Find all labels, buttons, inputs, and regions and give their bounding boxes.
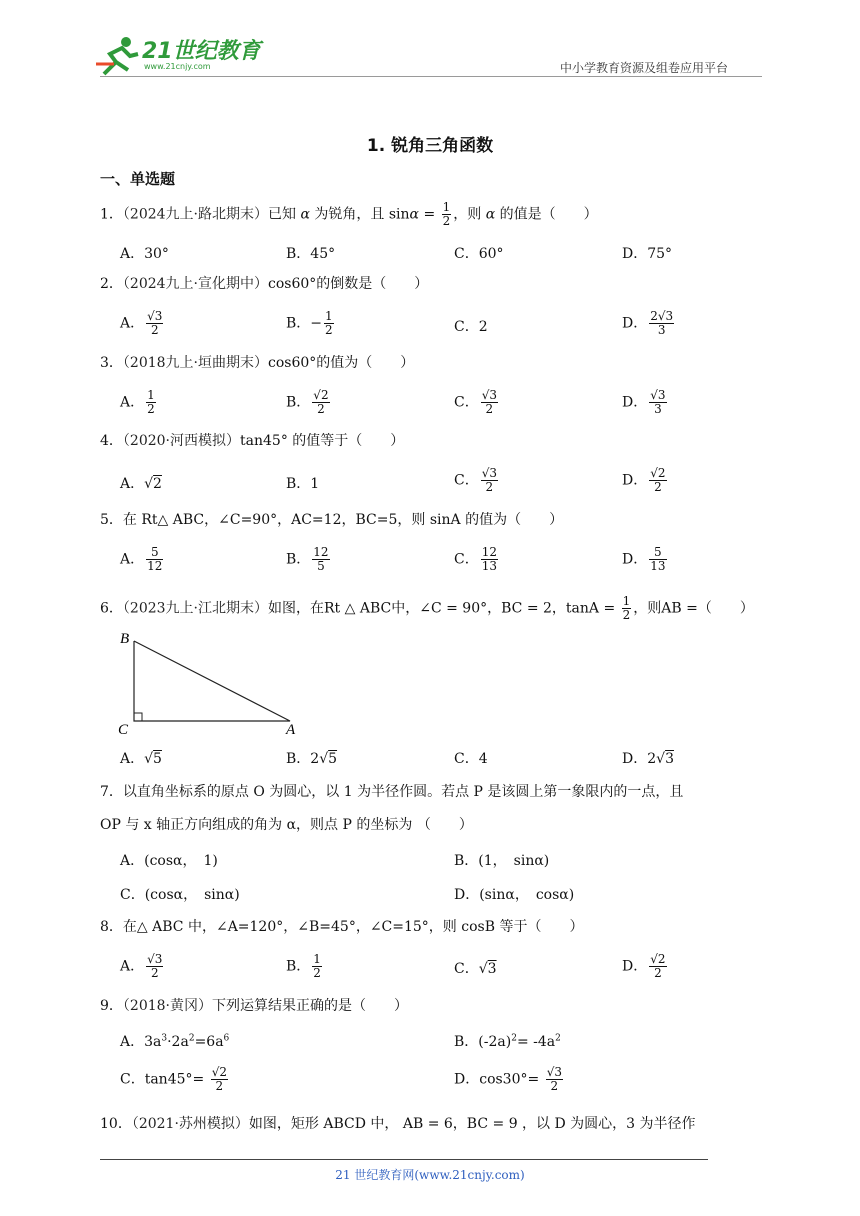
option-a[interactable] <box>120 953 165 980</box>
option-a[interactable] <box>120 1031 229 1051</box>
question-text: ，则AB =（ ） <box>633 600 754 617</box>
question-text: = <box>419 206 440 223</box>
option-label: D．2 <box>622 751 657 767</box>
footer-link[interactable]: 21 世纪教育网(www.21cnjy.com) <box>335 1168 525 1182</box>
option-c[interactable] <box>454 467 500 494</box>
denominator: 2 <box>485 480 494 494</box>
radicand: 2 <box>153 476 162 492</box>
question-source: （2024九上·宣化期中） <box>122 276 269 292</box>
option-b[interactable] <box>286 953 324 980</box>
fraction <box>312 953 322 980</box>
option-label: B．2 <box>286 751 320 767</box>
denominator: 2 <box>313 966 321 980</box>
vertex-b-label: B <box>120 631 130 647</box>
triangle-figure <box>112 625 312 740</box>
fraction <box>146 953 163 980</box>
question-number: 1． <box>100 206 123 223</box>
fraction <box>146 546 163 573</box>
option-d[interactable]: D．2√3 <box>622 751 674 767</box>
option-label: C．tan45°= <box>120 1071 209 1088</box>
fraction <box>312 546 329 573</box>
denominator: 2 <box>654 966 662 980</box>
fraction <box>481 467 498 494</box>
exponent: 3 <box>161 1033 168 1044</box>
option-d[interactable] <box>622 953 669 980</box>
fraction <box>649 546 666 573</box>
logo-url: www.21cnjy.com <box>144 62 211 71</box>
question-text: 为锐角，且 sin <box>309 206 410 223</box>
question-source: （2018·黄冈） <box>122 998 213 1014</box>
option-text: =6a <box>194 1034 224 1050</box>
option-text: = -4a <box>516 1034 556 1050</box>
option-label: A． <box>120 476 145 492</box>
question-2 <box>100 274 760 294</box>
option-label: B． <box>286 551 311 568</box>
numerator: 1 <box>325 309 333 323</box>
fraction <box>211 1066 228 1093</box>
question-7 <box>100 782 760 802</box>
question-number: 4． <box>100 433 123 449</box>
option-label: D． <box>622 958 648 975</box>
option-label: D． <box>622 394 648 411</box>
option-label: A． <box>120 315 145 332</box>
question-source: （2021·苏州模拟） <box>131 1116 249 1132</box>
fraction <box>442 201 452 228</box>
fraction <box>649 467 666 494</box>
question-text: 如图，在Rt △ ABC中，∠C = 90°，BC = 2，tanA = <box>268 600 620 617</box>
question-text: 已知 <box>268 206 301 223</box>
question-number: 10． <box>100 1116 132 1132</box>
option-label: A． <box>120 551 145 568</box>
option-label: D． <box>622 472 648 489</box>
numerator: 5 <box>649 546 666 560</box>
denominator: 2 <box>317 402 325 416</box>
option-b[interactable] <box>286 389 332 416</box>
page-title: 1. 锐角三角函数 <box>366 136 494 156</box>
numerator: √3 <box>546 1065 562 1079</box>
option-c[interactable]: C．2 <box>454 319 488 335</box>
question-9 <box>100 996 760 1016</box>
denominator: 5 <box>317 559 325 573</box>
fraction <box>546 1066 563 1093</box>
fraction <box>312 389 329 416</box>
denominator: 2 <box>150 966 159 980</box>
option-d[interactable]: D．75° <box>622 246 673 262</box>
option-d[interactable] <box>622 389 669 416</box>
question-text: 的值是（ ） <box>495 206 598 223</box>
numerator: √3 <box>147 952 163 966</box>
denominator: 3 <box>657 323 666 337</box>
fraction <box>649 953 666 980</box>
fraction <box>649 310 674 337</box>
option-text: A．3a <box>120 1034 162 1050</box>
radicand: 5 <box>153 751 162 767</box>
math-symbol: α <box>485 206 496 223</box>
question-text: ，则 <box>453 206 486 223</box>
option-a[interactable] <box>120 310 165 337</box>
option-label: B． <box>286 394 311 411</box>
question-number: 5． <box>100 512 123 528</box>
numerator: 12 <box>313 545 329 559</box>
denominator: 2 <box>622 608 631 622</box>
question-source: （2024九上·路北期末） <box>122 206 269 223</box>
triangle-outline <box>134 641 290 721</box>
option-c[interactable]: C．60° <box>454 246 504 262</box>
question-text: 如图，矩形 ABCD 中， AB = 6，BC = 9 ，以 D 为圆心，3 为半径作 <box>248 1116 696 1132</box>
radicand: 2 <box>219 1065 227 1079</box>
question-number: 8． <box>100 919 123 935</box>
denominator: 13 <box>650 559 666 573</box>
option-c[interactable]: C．√3 <box>454 961 497 977</box>
option-b[interactable] <box>286 546 332 573</box>
option-label: C． <box>454 961 479 977</box>
option-label: A． <box>120 394 145 411</box>
numerator: √3 <box>147 309 163 323</box>
exponent: 2 <box>511 1033 517 1044</box>
denominator: 13 <box>481 559 497 573</box>
question-3 <box>100 353 760 373</box>
option-d[interactable] <box>454 1066 565 1093</box>
option-a[interactable] <box>120 546 165 573</box>
coefficient: 2 <box>650 309 658 323</box>
option-label: D． <box>622 315 648 332</box>
denominator: 2 <box>550 1079 559 1093</box>
option-b[interactable] <box>286 310 336 337</box>
question-text: cos60°的值为（ ） <box>268 355 415 371</box>
question-source: （2020·河西模拟） <box>122 433 241 449</box>
option-label: D． <box>622 551 648 568</box>
numerator: 5 <box>146 546 163 560</box>
radicand: 3 <box>665 309 674 323</box>
option-label: C． <box>454 551 479 568</box>
option-c[interactable] <box>454 389 500 416</box>
exponent: 2 <box>188 1033 195 1044</box>
denominator: 2 <box>215 1079 224 1093</box>
question-number: 7． <box>100 784 123 800</box>
denominator: 2 <box>150 323 159 337</box>
option-b[interactable] <box>454 1031 561 1051</box>
radicand: 3 <box>489 388 498 402</box>
fraction <box>146 389 156 416</box>
radicand: 3 <box>554 1065 562 1079</box>
math-symbol: α <box>300 206 310 223</box>
right-angle-mark <box>134 713 142 721</box>
numerator: √2 <box>211 1065 227 1079</box>
option-c[interactable] <box>120 1066 230 1093</box>
radicand: 3 <box>489 466 498 480</box>
exponent: 6 <box>223 1033 230 1044</box>
question-4 <box>100 431 760 451</box>
question-5 <box>100 510 760 530</box>
question-number: 6． <box>100 600 123 617</box>
question-6 <box>100 595 760 622</box>
question-text: 在 Rt△ ABC，∠C=90°，AC=12，BC=5，则 sinA 的值为（ ） <box>122 512 564 528</box>
option-d[interactable] <box>622 467 669 494</box>
radicand: 2 <box>657 952 666 966</box>
question-1 <box>100 201 760 228</box>
fraction <box>649 389 666 416</box>
option-d[interactable] <box>622 546 669 573</box>
exponent: 2 <box>555 1033 561 1044</box>
logo-text: 21世纪教育 <box>142 39 261 64</box>
denominator: 2 <box>485 402 494 416</box>
question-source: （2023九上·江北期末） <box>122 600 269 617</box>
numerator: √3 <box>481 466 498 480</box>
option-d[interactable] <box>622 310 676 337</box>
radicand: 5 <box>328 751 338 767</box>
option-label: D．cos30°= <box>454 1071 544 1088</box>
numerator: 1 <box>622 594 631 608</box>
option-label: A． <box>120 751 145 767</box>
option-b[interactable]: B．1 <box>286 476 320 492</box>
option-b[interactable]: B．(1， sinα) <box>454 853 550 869</box>
option-a[interactable] <box>120 389 158 416</box>
option-c[interactable] <box>454 546 500 573</box>
numerator: 1 <box>442 200 451 214</box>
denominator: 2 <box>442 214 451 228</box>
radicand: 3 <box>154 952 163 966</box>
denominator: 3 <box>654 402 662 416</box>
radicand: 3 <box>487 961 497 977</box>
option-label: A． <box>120 958 145 975</box>
question-number: 2． <box>100 276 123 292</box>
option-label: C． <box>454 472 479 489</box>
numerator: √2 <box>650 952 666 966</box>
fraction <box>146 310 163 337</box>
vertex-c-label: C <box>118 722 129 738</box>
numerator: √3 <box>481 388 498 402</box>
numerator: 1 <box>147 388 155 402</box>
denominator: 2 <box>325 323 333 337</box>
numerator: √3 <box>650 388 666 402</box>
denominator: 2 <box>654 480 662 494</box>
math-symbol: α <box>409 206 419 223</box>
question-number: 3． <box>100 355 123 371</box>
option-a[interactable]: A．30° <box>120 246 169 262</box>
denominator: 12 <box>147 559 163 573</box>
option-b[interactable]: B．2√5 <box>286 751 338 767</box>
option-b[interactable]: B．45° <box>286 246 336 262</box>
section-title: 一、单选题 <box>100 170 176 188</box>
fraction <box>324 310 334 337</box>
runner-icon <box>96 34 144 78</box>
question-text: tan45° 的值等于（ ） <box>240 433 405 449</box>
radicand: 3 <box>657 388 666 402</box>
question-source: （2018九上·垣曲期末） <box>122 355 269 371</box>
question-text: 在△ ABC 中，∠A=120°，∠B=45°，∠C=15°，则 cosB 等于（ ） <box>122 919 584 935</box>
fraction <box>481 546 498 573</box>
option-d[interactable]: D．(sinα， cosα) <box>454 887 575 903</box>
question-text: 以直角坐标系的原点 O 为圆心，以 1 为半径作圆。若点 P 是该圆上第一象限内的一点，且 <box>122 784 684 800</box>
numerator: 2√3 <box>650 309 674 323</box>
numerator: 12 <box>481 545 497 559</box>
option-label: B． <box>286 958 311 975</box>
radicand: 2 <box>320 388 329 402</box>
header-divider <box>100 76 762 77</box>
question-10 <box>100 1114 760 1134</box>
numerator: √2 <box>650 466 666 480</box>
radicand: 3 <box>665 751 674 767</box>
fraction <box>481 389 498 416</box>
option-c[interactable]: C．(cosα， sinα) <box>120 887 240 903</box>
option-c[interactable]: C．4 <box>454 751 488 767</box>
option-a[interactable]: A．(cosα， 1) <box>120 853 218 869</box>
question-8 <box>100 917 760 937</box>
vertex-a-label: A <box>286 722 296 738</box>
numerator: 1 <box>313 952 321 966</box>
option-text: B．(-2a) <box>454 1034 512 1050</box>
option-text: ·2a <box>167 1034 189 1050</box>
question-7-line2: OP 与 x 轴正方向组成的角为 α，则点 P 的坐标为 （ ） <box>100 817 473 833</box>
option-a[interactable]: A．√2 <box>120 476 162 492</box>
option-label: B．− <box>286 315 323 332</box>
footer-divider <box>100 1159 708 1160</box>
radicand: 2 <box>657 466 666 480</box>
radicand: 3 <box>154 309 163 323</box>
question-text: 下列运算结果正确的是（ ） <box>212 998 409 1014</box>
option-a[interactable]: A．√5 <box>120 751 162 767</box>
question-text: cos60°的倒数是（ ） <box>268 276 429 292</box>
fraction <box>622 595 632 622</box>
header-platform-text: 中小学教育资源及组卷应用平台 <box>560 61 729 75</box>
denominator: 2 <box>147 402 155 416</box>
question-number: 9． <box>100 998 123 1014</box>
option-label: C． <box>454 394 479 411</box>
numerator: √2 <box>313 388 329 402</box>
